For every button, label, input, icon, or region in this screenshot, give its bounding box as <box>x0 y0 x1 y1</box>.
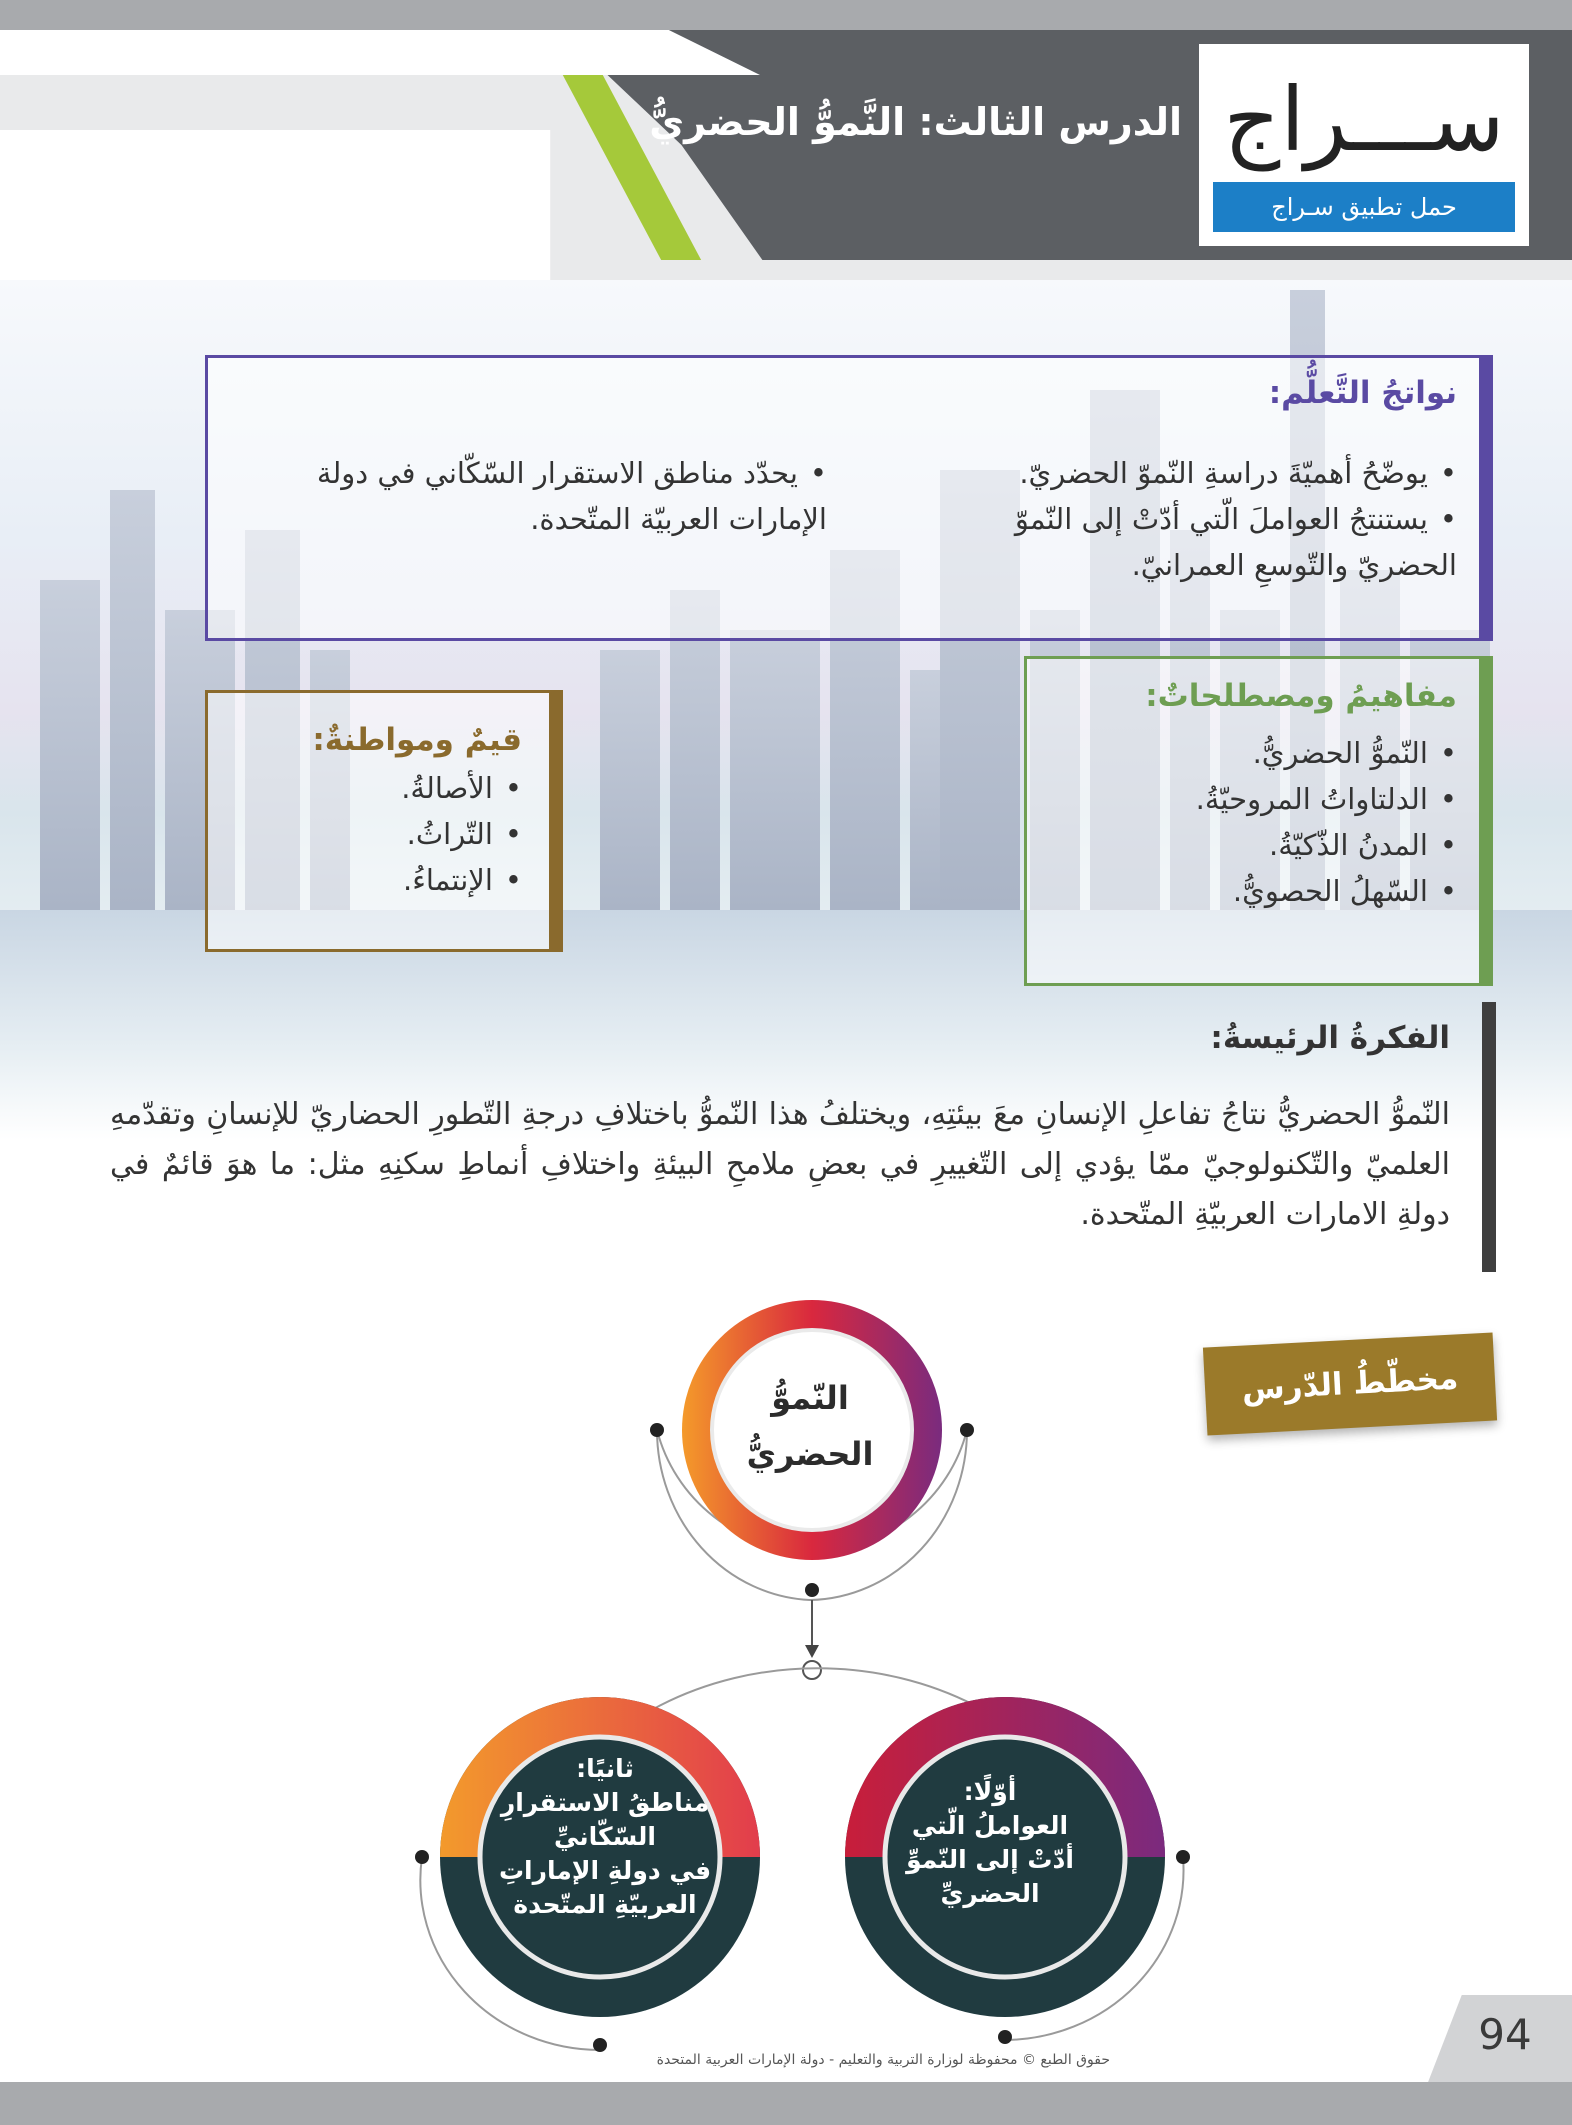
lesson-map-label: مخطّطُ الدّرس <box>1203 1332 1497 1435</box>
list-item: • يحدّد مناطق الاستقرار السّكّاني في دولة الإمارات العربيّة المتّحدة. <box>237 450 827 542</box>
page-number: 94 <box>1478 2010 1532 2059</box>
second-node-label: ثانيًا: مناطقُ الاستقرارِ السّكّانيِّ في دولةِ الإماراتِ العربيّةِ المتّحدة <box>498 1754 712 1919</box>
logo-word: ســـراج <box>1223 68 1505 171</box>
main-idea-heading: الفكرةُ الرئيسةُ: <box>1210 1020 1450 1056</box>
values-list <box>202 765 522 903</box>
main-idea-bar <box>1482 1002 1496 1272</box>
values-heading: قيمٌ ومواطنةٌ: <box>312 722 522 758</box>
concepts-list <box>1037 730 1457 914</box>
learning-outcomes-list-2 <box>237 450 827 542</box>
concepts-heading: مفاهيمُ ومصطلحاتٌ: <box>1145 678 1457 714</box>
center-node-label: النّموُّ الحضريُّ <box>746 1379 874 1473</box>
main-idea-text: النّموُّ الحضريُّ نتاجُ تفاعلِ الإنسانِ معَ بيئتِهِ، ويختلفُ هذا النّموُّ باختلافِ درجةِ التّطورِ الحضاريّ للإنسانِ وتقدّمهِ العلميّ والتّكنولوجيّ ممّا يؤدي إلى التّغييرِ في بعضِ ملامحِ البيئةِ واختلافِ أنماطِ سكنِهِ مثل: ما هوَ قائمٌ في دولةِ الامارات العربيّةِ المتّحدة. <box>110 1097 1450 1232</box>
list-item: • الإنتماءُ. <box>202 857 522 903</box>
list-item: • الأصالةُ. <box>202 765 522 811</box>
list-item: • التّراثُ. <box>202 811 522 857</box>
siraj-logo[interactable] <box>1195 40 1533 250</box>
list-item: • يستنتجُ العواملَ الّتي أدّتْ إلى النّموّ الحضريّ والتّوسعِ العمرانيّ. <box>937 496 1457 588</box>
copyright-text: حقوق الطبع © محفوظة لوزارة التربية والتعليم - دولة الإمارات العربية المتحدة <box>656 2052 1110 2068</box>
header-white-block <box>0 30 760 75</box>
junction-node <box>803 1661 821 1679</box>
list-item: • الدلتاواتُ المروحيّةُ. <box>1037 776 1457 822</box>
top-grey-band <box>0 0 1572 30</box>
learning-outcomes-heading: نواتجُ التَّعلُّم: <box>1268 375 1457 411</box>
bottom-grey-band <box>0 2082 1572 2125</box>
lesson-title: الدرس الثالث: النَّموُّ الحضريُّ <box>649 100 1182 144</box>
list-item: • يوضّحُ أهميّةَ دراسةِ النّموّ الحضريّ. <box>937 450 1457 496</box>
first-node-label: أوّلًا: العواملُ الّتي أدّتْ إلى النّموِّ الحضريِّ <box>906 1777 1074 1908</box>
list-item: • النّموُّ الحضريُّ. <box>1037 730 1457 776</box>
list-item: • السّهلُ الحصويُّ. <box>1037 868 1457 914</box>
list-item: • المدنُ الذّكيّةُ. <box>1037 822 1457 868</box>
learning-outcomes-list <box>937 450 1457 588</box>
logo-tagline[interactable]: حمل تطبيق سـراج <box>1213 182 1515 232</box>
